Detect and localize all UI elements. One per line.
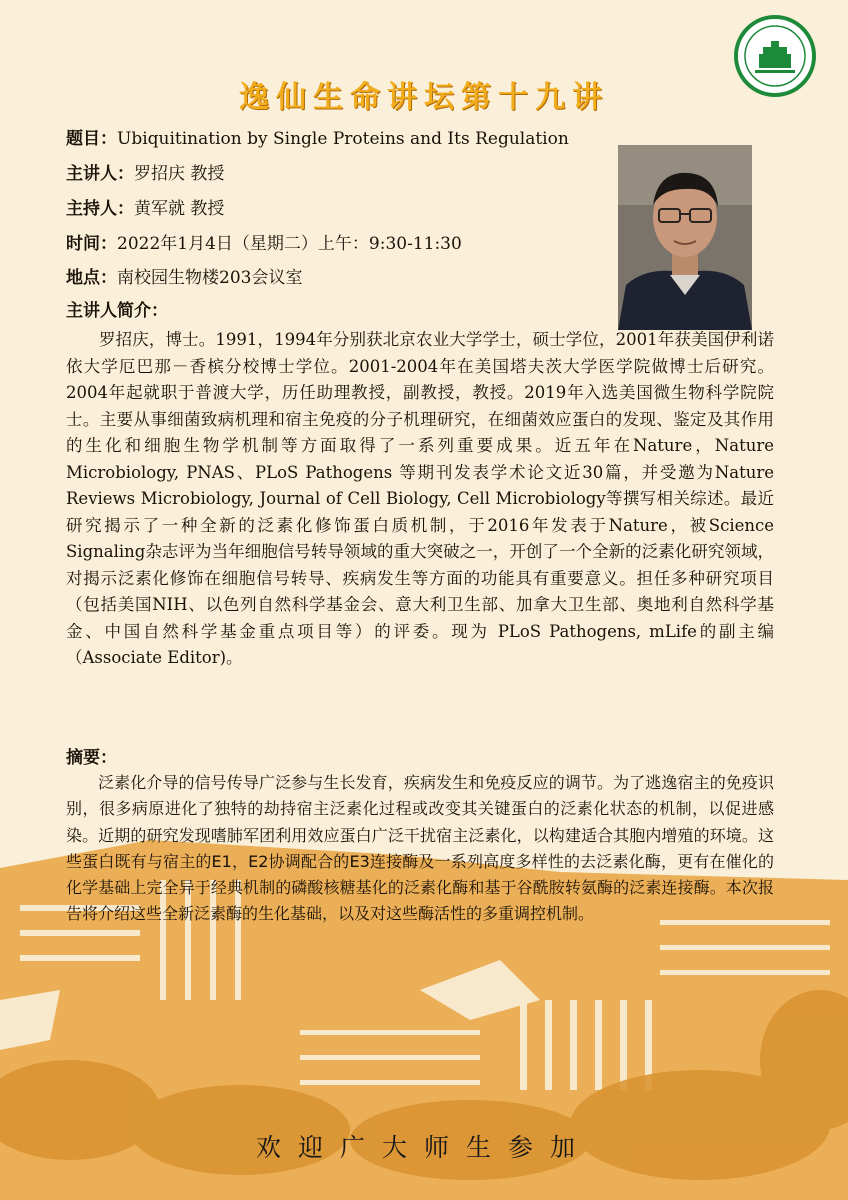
topic-value: Ubiquitination by Single Proteins and Its Regulation xyxy=(117,129,569,149)
place-value: 南校园生物楼203会议室 xyxy=(117,268,303,288)
host-row xyxy=(66,198,224,220)
abstract-heading xyxy=(66,747,117,769)
bio-text: 罗招庆，博士。1991，1994年分别获北京农业大学学士，硕士学位，2001年获美国伊利诺依大学厄巴那－香槟分校博士学位。2001-2004年在美国塔夫茨大学医学院做博士后研究。2004年起就职于普渡大学，历任助理教授，副教授，教授。2019年入选美国微生物科学院院士。主要从事细菌致病机理和宿主免疫的分子机理研究，在细菌效应蛋白的发现、鉴定及其作用的生化和细胞生物学机制等方面取得了一系列重要成果。近五年在Nature，Nature Microbiology, PNAS、PLoS Pathogens 等期刊发表学术论文近30篇，并受邀为Nature Reviews Microbiology, Journal of Cell Biology, Cell Microbiology等撰写相关综述。最近研究揭示了一种全新的泛素化修饰蛋白质机制，于2016年发表于Nature，被Science Signaling杂志评为当年细胞信号转导领域的重大突破之一，开创了一个全新的泛素化研究领域，对揭示泛素化修饰在细胞信号转导、疾病发生等方面的功能具有重要意义。担任多种研究项目（包括美国NIH、以色列自然科学基金会、意大利卫生部、加拿大卫生部、奥地利自然科学基金、中国自然科学基金重点项目等）的评委。现为 PLoS Pathogens, mLife的副主编（Associate Editor)。 xyxy=(66,330,774,667)
bio-heading xyxy=(66,300,168,322)
speaker-portrait-icon xyxy=(618,145,752,330)
page-title: 逸仙生命讲坛第十九讲 xyxy=(239,80,609,115)
welcome-message: 欢迎广大师生参加 xyxy=(255,1133,592,1162)
speaker-value: 罗招庆 教授 xyxy=(134,164,225,184)
place-row xyxy=(66,267,302,289)
abstract-heading-text: 摘要： xyxy=(66,748,117,768)
abstract-text: 泛素化介导的信号传导广泛参与生长发育，疾病发生和免疫反应的调节。为了逃逸宿主的免疫识别，很多病原进化了独特的劫持宿主泛素化过程或改变其关键蛋白的泛素化状态的机制，以促进感染。近期的研究发现嗜肺军团利用效应蛋白广泛干扰宿主泛素化，以构建适合其胞内增殖的环境。这些蛋白既有与宿主的E1，E2协调配合的E3连接酶及一系列高度多样性的去泛素化酶，更有在催化的化学基础上完全异于经典机制的磷酸核糖基化的泛素化酶和基于谷酰胺转氨酶的泛素连接酶。本次报告将介绍这些全新泛素酶的生化基础，以及对这些酶活性的多重调控机制。 xyxy=(66,773,774,924)
speaker-row xyxy=(66,163,224,185)
time-value: 2022年1月4日（星期二）上午：9:30-11:30 xyxy=(117,234,462,254)
bio-heading-text: 主讲人简介： xyxy=(66,301,168,321)
time-row xyxy=(66,233,462,255)
time-label: 时间： xyxy=(66,234,117,254)
host-value: 黄军就 教授 xyxy=(134,199,225,219)
topic-label: 题目： xyxy=(66,129,117,149)
place-label: 地点： xyxy=(66,268,117,288)
topic-row xyxy=(66,128,569,150)
speaker-label: 主讲人： xyxy=(66,164,134,184)
host-label: 主持人： xyxy=(66,199,134,219)
